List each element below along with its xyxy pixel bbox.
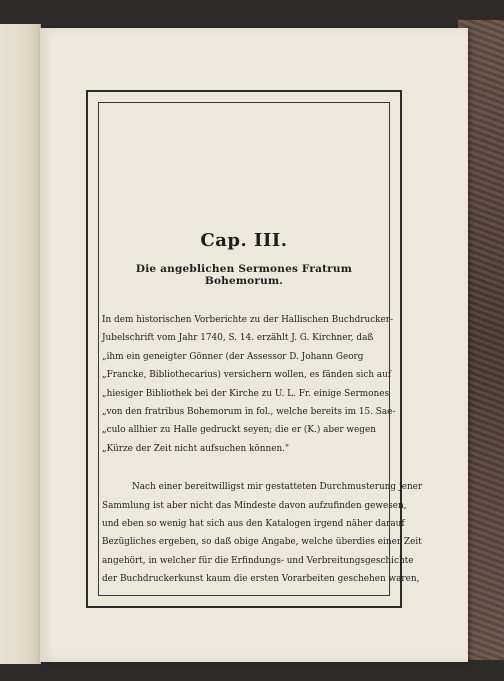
text-line: Bezügliches ergeben, so daß obige Angabe, welche überdies einer Zeit (102, 537, 422, 548)
left-page-edge (0, 24, 41, 664)
text-line: Nach einer bereitwilligst mir gestatteten Durchmusterung jener (132, 482, 423, 493)
paragraph-2 (102, 478, 423, 588)
text-line: und eben so wenig hat sich aus den Katalogen irgend näher darauf (102, 519, 405, 530)
text-line: angehört, in welcher für die Erfindungs- und Verbreitungsgeschichte (102, 555, 414, 566)
chapter-subheading: Die angeblichen Sermones Fratrum Bohemorum. (135, 263, 353, 287)
text-line: In dem historischen Vorberichte zu der Hallischen Buchdrucker- (102, 315, 394, 325)
text-line: „Kürze der Zeit nicht aufsuchen können." (102, 443, 290, 454)
paragraph-1 (102, 311, 396, 458)
chapter-heading: Cap. III. (200, 230, 288, 251)
text-line: der Buchdruckerkunst kaum die ersten Vorarbeiten geschehen waren, (102, 574, 420, 585)
text-line: „Francke, Bibliothecarius) versichern wollen, es fänden sich auf (102, 370, 392, 381)
text-line: „culo allhier zu Halle gedruckt seyen; die er (K.) aber wegen (102, 425, 376, 436)
text-line: „hiesiger Bibliothek bei der Kirche zu U. L. Fr. einige Sermones (102, 388, 390, 399)
book-page (40, 28, 468, 662)
text-line: Jubelschrift vom Jahr 1740, S. 14. erzählt J. G. Kirchner, daß (102, 333, 374, 344)
text-line: „ihm ein geneigter Gönner (der Assessor D. Johann Georg (102, 351, 364, 362)
page-content (102, 230, 423, 589)
text-line: „von den fratribus Bohemorum in fol., welche bereits im 15. Sae- (102, 407, 396, 418)
page-border-frame (86, 90, 423, 608)
text-line: Sammlung ist aber nicht das Mindeste davon aufzufinden gewesen, (102, 500, 407, 511)
